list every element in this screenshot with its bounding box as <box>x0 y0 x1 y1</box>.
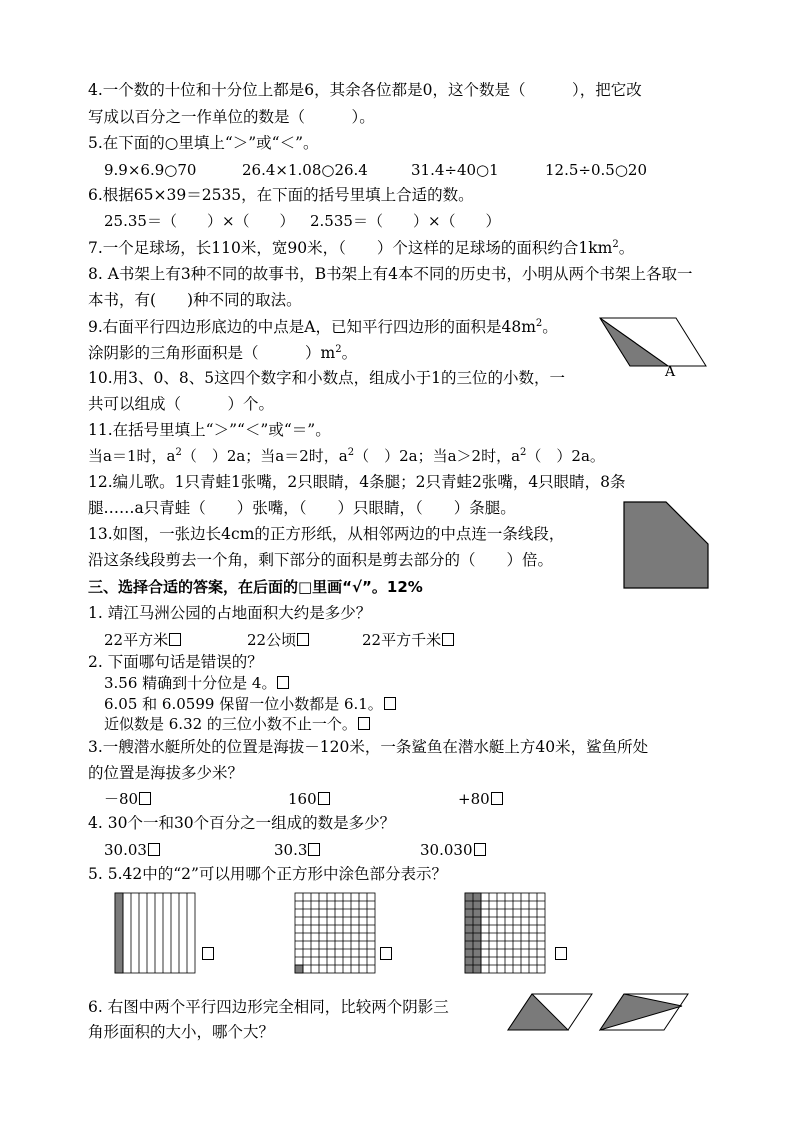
c1-option-c-checkbox[interactable] <box>442 633 454 646</box>
c4-option-a-checkbox[interactable] <box>148 843 160 856</box>
c2-option-c-checkbox[interactable] <box>358 717 370 730</box>
q5-item-a: 9.9×6.9○70 <box>104 161 197 179</box>
c1-option-b: 22公顷 <box>247 630 309 650</box>
q6-title: 6.根据65×39＝2535，在下面的括号里填上合适的数。 <box>88 186 474 204</box>
q8-line1: 8. A书架上有3种不同的故事书，B书架上有4本不同的历史书，小明从两个书架上各取一 <box>88 265 693 283</box>
q9-parallelogram-figure <box>598 310 710 382</box>
q4-line2: 写成以百分之一作单位的数是（ ）。 <box>88 108 375 126</box>
c1-option-a: 22平方米 <box>104 630 181 650</box>
q10-line2: 共可以组成（ ）个。 <box>88 395 275 413</box>
c6-shaded-triangle-right <box>600 994 682 1030</box>
c5-option-b-checkbox[interactable] <box>380 947 392 960</box>
q7-line: 7.一个足球场，长110米，宽90米，（ ）个这样的足球场的面积约合$1km^2$。 <box>88 238 635 257</box>
c4-question: 4. 30个一和30个百分之一组成的数是多少？ <box>88 814 396 832</box>
q9-point-label: A <box>665 364 676 380</box>
c6-line1: 6. 右图中两个平行四边形完全相同，比较两个阴影三 <box>88 998 449 1016</box>
c5-option-a-checkbox[interactable] <box>202 947 214 960</box>
q5-item-c: 31.4÷40○1 <box>411 161 499 179</box>
c2-option-c: 近似数是 6.32 的三位小数不止一个。 <box>104 714 370 734</box>
c1-option-a-checkbox[interactable] <box>169 633 181 646</box>
q5-item-b: 26.4×1.08○26.4 <box>242 161 368 179</box>
q9-line2: 涂阴影的三角形面积是（ ）$m^2$。 <box>88 343 358 362</box>
c3-option-b-checkbox[interactable] <box>318 792 330 805</box>
q4-line1: 4.一个数的十位和十分位上都是6，其余各位都是0，这个数是（ ），把它改 <box>88 81 642 99</box>
c2-question: 2. 下面哪句话是错误的？ <box>88 653 263 671</box>
q13-line1: 13.如图，一张边长4cm的正方形纸，从相邻两边的中点连一条线段， <box>88 525 565 543</box>
q5-title: 5.在下面的○里填上“＞”或“＜”。 <box>88 134 319 152</box>
c4-option-c-checkbox[interactable] <box>474 843 486 856</box>
c6-shaded-triangle-left <box>508 994 568 1030</box>
q6-item-a: 25.35＝（ ）×（ ） <box>104 212 295 230</box>
c2-option-a-checkbox[interactable] <box>277 676 289 689</box>
c3-line1: 3.一艘潜水艇所处的位置是海拔－120米，一条鲨鱼在潜水艇上方40米，鲨鱼所处 <box>88 738 649 756</box>
q11-line2: 当a＝1时，$a^2$（ ）2a；当a＝2时，$a^2$（ ）2a；当a＞2时，$a^2$（ ）2a。 <box>88 447 605 465</box>
q8-line2: 本书，有( )种不同的取法。 <box>88 291 302 309</box>
q12-line1: 12.编儿歌。1只青蛙1张嘴，2只眼睛，4条腿；2只青蛙2张嘴，4只眼睛，8条 <box>88 473 626 491</box>
c5-square-c <box>464 892 546 974</box>
c3-option-c-checkbox[interactable] <box>491 792 503 805</box>
c5-square-b <box>294 892 376 974</box>
q13-cut-square-figure <box>622 500 712 592</box>
c5-square-a <box>114 892 196 974</box>
c2-option-a: 3.56 精确到十分位是 4。 <box>104 673 289 693</box>
c5-b-shaded-cell <box>295 965 303 973</box>
q11-title: 11.在括号里填上“＞”“＜”或“＝”。 <box>88 421 331 439</box>
c2-option-b: 6.05 和 6.0599 保留一位小数都是 6.1。 <box>104 694 396 714</box>
c2-option-b-checkbox[interactable] <box>384 697 396 710</box>
c3-option-c: +80 <box>458 789 503 809</box>
c3-option-a-checkbox[interactable] <box>139 792 151 805</box>
c4-option-b: 30.3 <box>274 840 320 860</box>
q12-line2: 腿……a只青蛙（ ）张嘴，（ ）只眼睛，（ ）条腿。 <box>88 499 516 517</box>
q10-line1: 10.用3、0、8、5这四个数字和小数点，组成小于1的三位的小数，一 <box>88 369 565 387</box>
c6-parallelogram-left <box>506 990 594 1034</box>
c1-option-c: 22平方千米 <box>362 630 454 650</box>
c4-option-a: 30.03 <box>104 840 160 860</box>
q5-item-d: 12.5÷0.5○20 <box>545 161 647 179</box>
c5-a-shaded-column <box>115 893 123 973</box>
q13-line2: 沿这条线段剪去一个角，剩下部分的面积是剪去部分的（ ）倍。 <box>88 551 554 569</box>
section-3-heading: 三、选择合适的答案，在后面的□里画“√”。12% <box>88 578 423 596</box>
q13-remaining-shape <box>624 502 708 588</box>
c5-question: 5. 5.42中的“2”可以用哪个正方形中涂色部分表示？ <box>88 865 447 883</box>
c6-parallelogram-right <box>598 990 692 1034</box>
c6-line2: 角形面积的大小，哪个大？ <box>88 1023 275 1041</box>
c1-question: 1. 靖江马洲公园的占地面积大约是多少？ <box>88 604 372 622</box>
c5-option-c-checkbox[interactable] <box>555 947 567 960</box>
c3-option-b: 160 <box>288 789 330 809</box>
q9-line1: 9.右面平行四边形底边的中点是A，已知平行四边形的面积是$48m^2$。 <box>88 317 558 336</box>
c4-option-c: 30.030 <box>420 840 486 860</box>
c4-option-b-checkbox[interactable] <box>308 843 320 856</box>
c3-line2: 的位置是海拔多少米？ <box>88 764 244 782</box>
c3-option-a: －80 <box>104 789 151 809</box>
q6-item-b: 2.535＝（ ）×（ ） <box>310 212 501 230</box>
c1-option-b-checkbox[interactable] <box>297 633 309 646</box>
